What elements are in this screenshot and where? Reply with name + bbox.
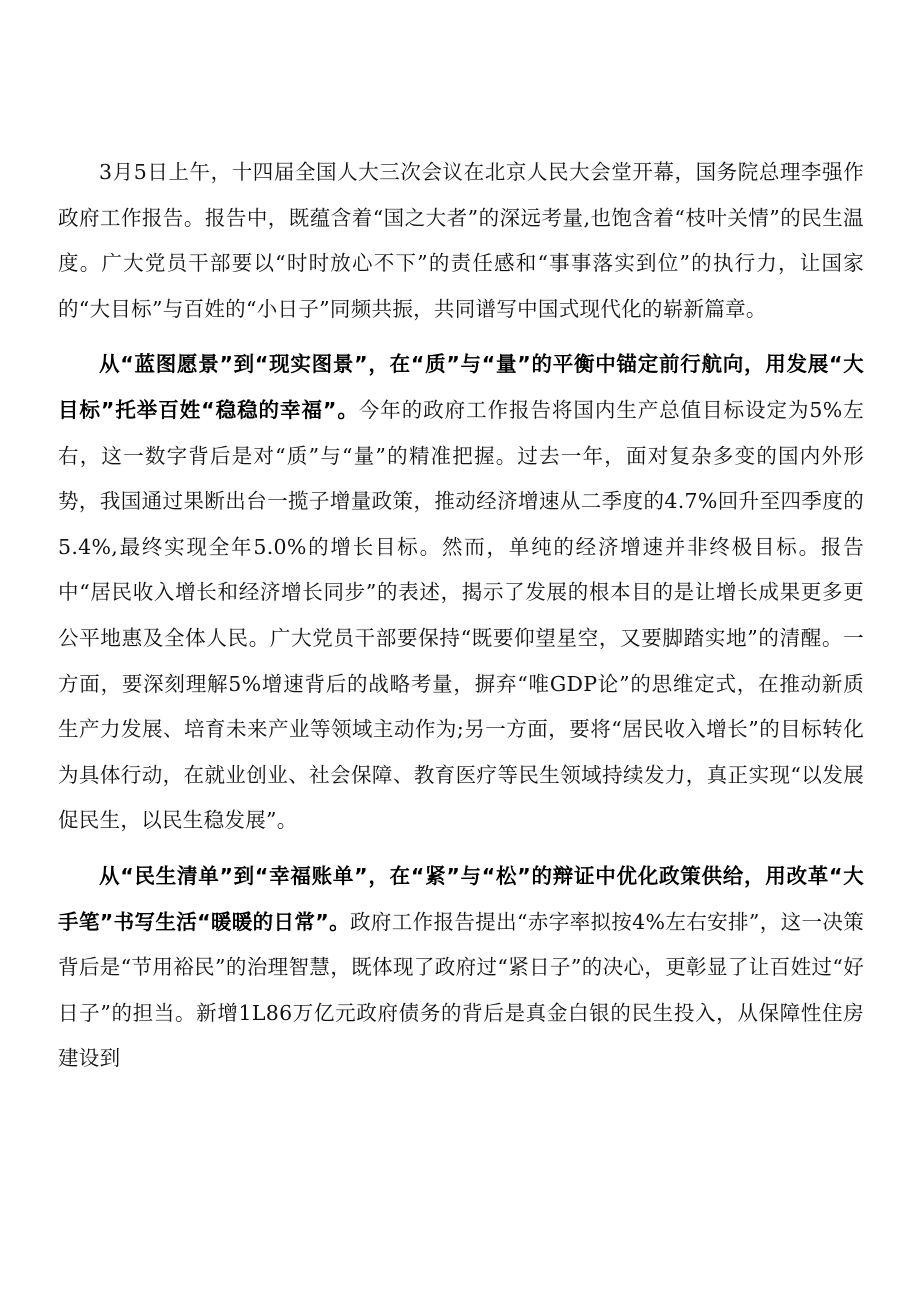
- paragraph-livelihood-policy-heading: 从“民生清单”到“幸福账单”，在“紧”与“松”的辩证中优化政策供给，用改革“大手笔”书写生活“暖暖的日常”。: [58, 863, 864, 934]
- document-body: [58, 150, 864, 1082]
- paragraph-development-goal-text: 今年的政府工作报告将国内生产总值目标设定为5%左右，这一数字背后是对“质”与“量”的精准把握。过去一年，面对复杂多变的国内外形势，我国通过果断出台一揽子增量政策，推动经济增速从二季度的4.7%回升至四季度的5.4%,最终实现全年5.0%的增长目标。然而，单纯的经济增速并非终极目标。报告中“居民收入增长和经济增长同步”的表述，揭示了发展的根本目的是让增长成果更多更公平地惠及全体人民。广大党员干部要保持“既要仰望星空，又要脚踏实地”的清醒。一方面，要深刻理解5%增速背后的战略考量，摒弃“唯GDP论”的思维定式，在推动新质生产力发展、培育未来产业等领域主动作为;另一方面，要将“居民收入增长”的目标转化为具体行动，在就业创业、社会保障、教育医疗等民生领域持续发力，真正实现“以发展促民生，以民生稳发展”。: [58, 397, 864, 833]
- paragraph-livelihood-policy-text: 政府工作报告提出“赤字率拟按4%左右安排”，这一决策背后是“节用裕民”的治理智慧，既体现了政府过“紧日子”的决心，更彰显了让百姓过“好日子”的担当。新增1L86万亿元政府债务的背后是真金白银的民生投入，从保障性住房建设到: [58, 909, 865, 1071]
- paragraph-intro-text: 3月5日上午，十四届全国人大三次会议在北京人民大会堂开幕，国务院总理李强作政府工作报告。报告中，既蕴含着“国之大者”的深远考量,也饱含着“枝叶关情”的民生温度。广大党员干部要以“时时放心不下”的责任感和“事事落实到位”的执行力，让国家的“大目标”与百姓的“小日子”同频共振，共同谱写中国式现代化的崭新篇章。: [58, 160, 864, 321]
- paragraph-livelihood-policy: [58, 854, 864, 1082]
- paragraph-development-goal: [58, 342, 864, 844]
- paragraph-development-goal-heading: 从“蓝图愿景”到“现实图景”，在“质”与“量”的平衡中锚定前行航向，用发展“大目标”托举百姓“稳稳的幸福”。: [58, 352, 864, 422]
- paragraph-intro: [58, 150, 864, 332]
